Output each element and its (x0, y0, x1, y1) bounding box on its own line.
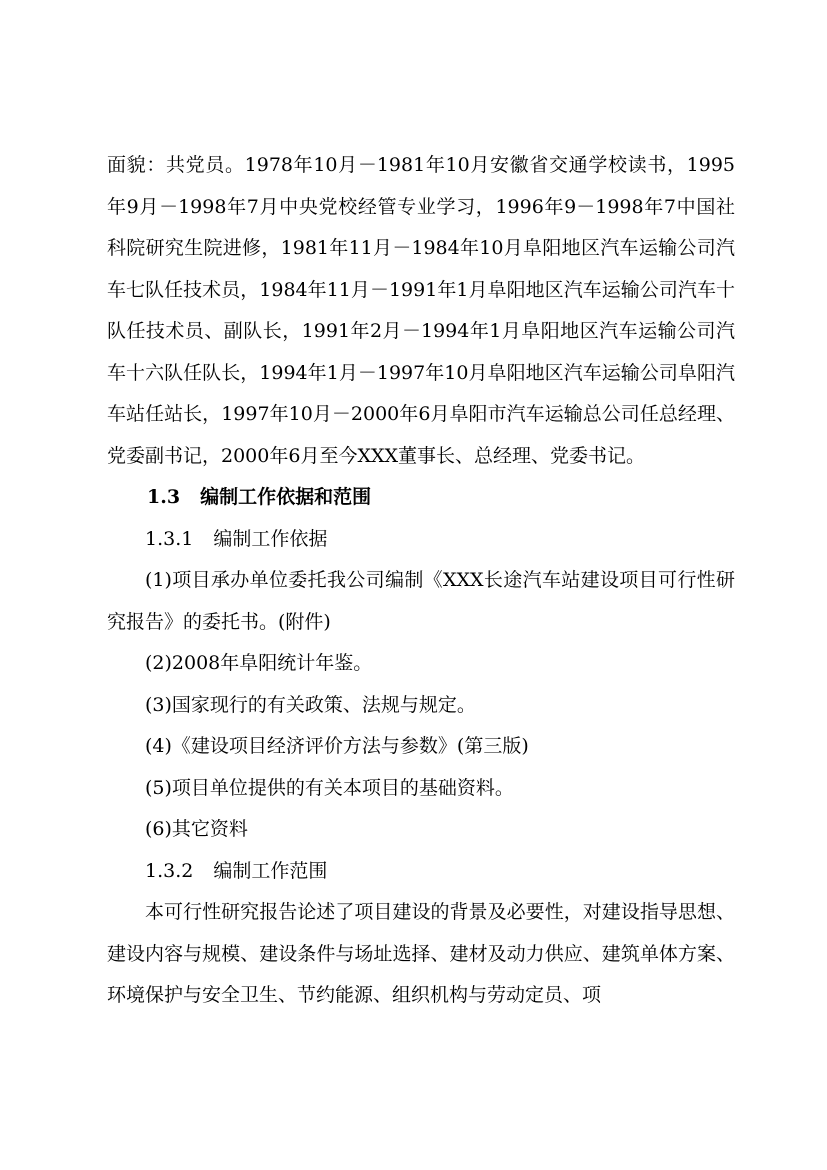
subsection-title: 编制工作依据 (213, 527, 328, 550)
section-heading-1-3 (107, 477, 735, 519)
subsection-number: 1.3.2 (145, 859, 194, 882)
section-heading-1-3-1 (107, 519, 735, 561)
subsection-number: 1.3.1 (145, 527, 194, 550)
basis-item: (2)2008年阜阳统计年鉴。 (145, 652, 373, 674)
section-heading-1-3-2 (107, 851, 735, 893)
section-number: 1.3 (147, 486, 181, 508)
basis-item: (4)《建设项目经济评价方法与参数》(第三版) (145, 735, 529, 757)
bio-paragraph: 面貌：共党员。1978年10月－1981年10月安徽省交通学校读书，1995年9月－1998年7月中央党校经管专业学习，1996年9－1998年7中国社科院研究生院进修，1981年11月－1984年10月阜阳地区汽车运输公司汽车七队任技术员，1984年11月－1991年1月阜阳地区汽车运输公司汽车十队任技术员、副队长，1991年2月－1994年1月阜阳地区汽车运输公司汽车十六队任队长，1994年1月－1997年10月阜阳地区汽车运输公司阜阳汽车站任站长，1997年10月－2000年6月阜阳市汽车运输总公司任总经理、党委副书记，2000年6月至今XXX董事长、总经理、党委书记。 (107, 154, 735, 467)
section-title: 编制工作依据和范围 (200, 486, 372, 508)
basis-item: (5)项目单位提供的有关本项目的基础资料。 (145, 776, 514, 799)
document-body (107, 145, 735, 1017)
basis-item: (3)国家现行的有关政策、法规与规定。 (145, 693, 476, 716)
basis-item: (1)项目承办单位委托我公司编制《XXX长途汽车站建设项目可行性研究报告》的委托书。(附件) (107, 569, 735, 633)
basis-item: (6)其它资料 (145, 818, 248, 840)
scope-paragraph: 本可行性研究报告论述了项目建设的背景及必要性，对建设指导思想、建设内容与规模、建设条件与场址选择、建材及动力供应、建筑单体方案、环境保护与安全卫生、节约能源、组织机构与劳动定员、项 (107, 901, 735, 1006)
subsection-title: 编制工作范围 (213, 859, 328, 882)
